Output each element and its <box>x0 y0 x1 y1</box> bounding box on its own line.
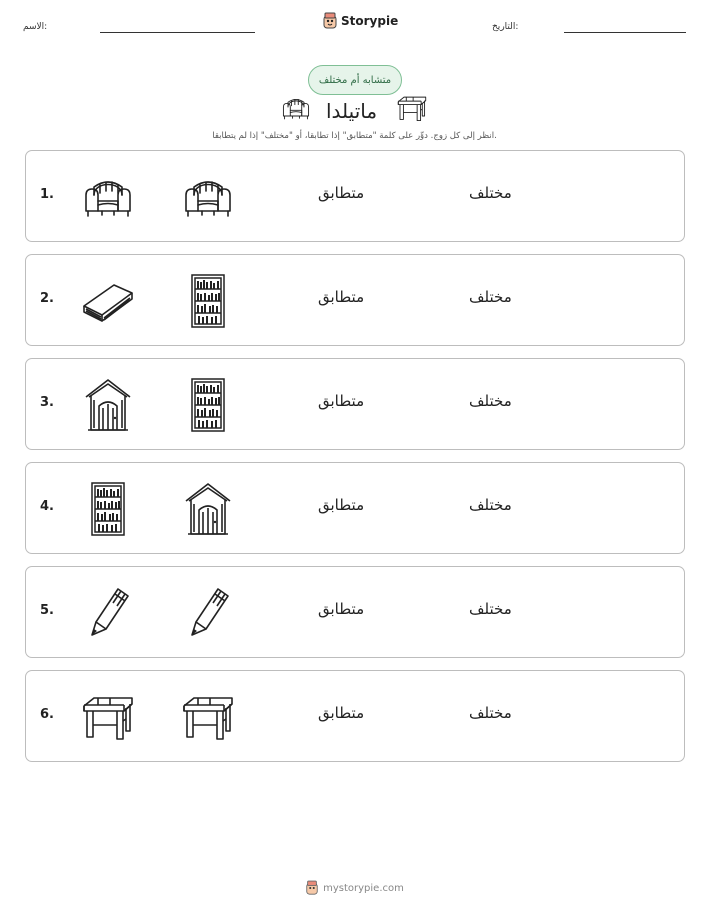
option-different[interactable]: مختلف <box>469 496 512 514</box>
option-same[interactable]: متطابق <box>318 184 365 202</box>
option-different[interactable]: مختلف <box>469 392 512 410</box>
armchair-icon <box>80 169 136 225</box>
pencil-icon <box>180 585 236 641</box>
book-icon <box>80 273 136 329</box>
footer <box>0 880 709 896</box>
option-different[interactable]: مختلف <box>469 600 512 618</box>
shed-icon <box>180 481 236 537</box>
option-different[interactable]: مختلف <box>469 184 512 202</box>
bookshelf-icon <box>80 481 136 537</box>
shed-icon <box>80 377 136 433</box>
topic-pill: متشابه أم مختلف <box>308 65 402 95</box>
book-icon <box>80 273 136 329</box>
date-line[interactable] <box>564 32 686 33</box>
stool-icon <box>80 689 136 745</box>
option-same[interactable]: متطابق <box>318 600 365 618</box>
armchair-icon <box>180 169 236 225</box>
brand-logo <box>322 12 398 30</box>
bookshelf-icon <box>80 481 136 537</box>
row-number: 1. <box>40 187 54 202</box>
bookshelf-icon <box>180 377 236 433</box>
option-same[interactable]: متطابق <box>318 496 365 514</box>
armchair-icon <box>280 92 312 124</box>
row-number: 5. <box>40 603 54 618</box>
option-same[interactable]: متطابق <box>318 288 365 306</box>
shed-icon <box>180 481 236 537</box>
storypie-mascot-icon <box>322 12 338 30</box>
date-label: التاريخ: <box>492 22 519 32</box>
exercise-row <box>25 670 685 762</box>
exercise-row <box>25 358 685 450</box>
footer-url[interactable]: mystorypie.com <box>323 882 404 894</box>
row-number: 2. <box>40 291 54 306</box>
title-area <box>0 64 709 144</box>
exercise-row <box>25 150 685 242</box>
option-same[interactable]: متطابق <box>318 704 365 722</box>
exercise-row <box>25 254 685 346</box>
pencil-icon <box>180 585 236 641</box>
exercise-row <box>25 462 685 554</box>
option-different[interactable]: مختلف <box>469 704 512 722</box>
row-number: 6. <box>40 707 54 722</box>
option-different[interactable]: مختلف <box>469 288 512 306</box>
armchair-icon <box>180 169 236 225</box>
row-number: 3. <box>40 395 54 410</box>
bookshelf-icon <box>180 273 236 329</box>
name-line[interactable] <box>100 32 255 33</box>
storypie-mascot-icon <box>305 880 319 896</box>
exercise-row <box>25 566 685 658</box>
stool-icon <box>80 689 136 745</box>
page-title: ماتيلدا <box>326 99 378 123</box>
bookshelf-icon <box>180 273 236 329</box>
stool-icon <box>180 689 236 745</box>
bookshelf-icon <box>180 377 236 433</box>
option-same[interactable]: متطابق <box>318 392 365 410</box>
shed-icon <box>80 377 136 433</box>
stool-icon <box>180 689 236 745</box>
worksheet-header <box>0 0 709 50</box>
row-number: 4. <box>40 499 54 514</box>
armchair-icon <box>80 169 136 225</box>
pencil-icon <box>80 585 136 641</box>
brand-name: Storypie <box>341 14 399 28</box>
instructions: انظر إلى كل زوج. دوِّر على كلمة "متطابق" إذا تطابقا، أو "مختلف" إذا لم يتطابقا. <box>212 131 497 141</box>
name-label: الاسم: <box>23 22 48 32</box>
stool-icon <box>396 92 428 124</box>
pencil-icon <box>80 585 136 641</box>
